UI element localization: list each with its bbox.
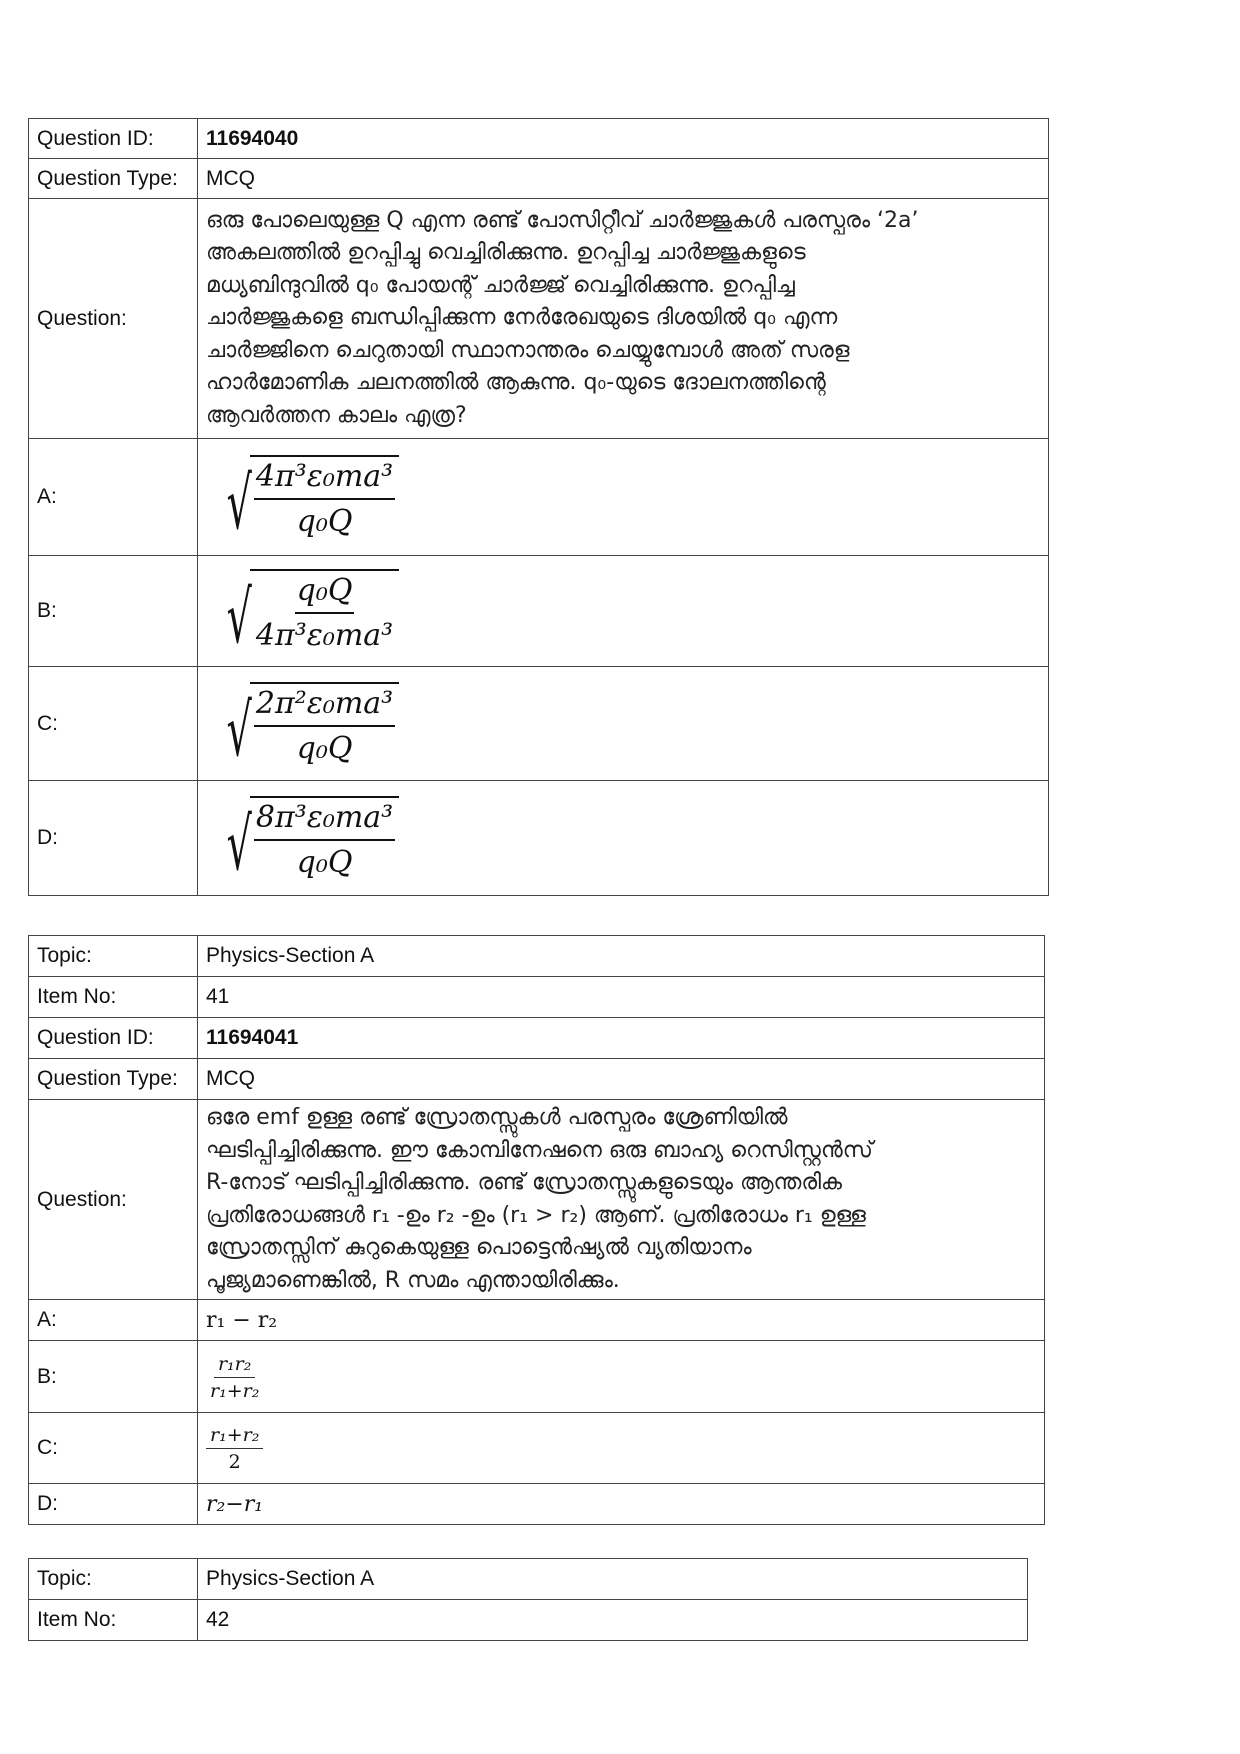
sqrt-icon: √ — [226, 461, 252, 545]
sqrt-icon: √ — [226, 687, 252, 772]
question-id-label: Question ID: — [29, 119, 198, 159]
question-id-label: Question ID: — [29, 1018, 198, 1059]
option-d-label: D: — [29, 1484, 198, 1525]
option-b-formula: $\frac{\text{r₁r₂}}{\text{r₁+r₂}}$ — [198, 1341, 1045, 1413]
option-d-label: D: — [29, 781, 198, 896]
question-text: ഒരു പോലെയുള്ള Q എന്ന രണ്ട് പോസിറ്റീവ് ചാർജ്ജുകൾ പരസ്പരം ‘2a’ അകലത്തിൽ ഉറപ്പിച്ചു വെച്ചിരിക്കുന്നു. ഉറപ്പിച്ച ചാർജ്ജുകളുടെ മധ്യബിന്ദുവിൽ q₀ പോയന്റ് ചാർജ്ജ് വെച്ചിരിക്കുന്നു. ഉറപ്പിച്ച ചാർജ്ജുകളെ ബന്ധിപ്പിക്കുന്ന നേർരേഖയുടെ ദിശയിൽ q₀ എന്ന ചാർജ്ജിനെ ചെറുതായി സ്ഥാനാന്തരം ചെയ്യുമ്പോൾ അത് സരള ഹാർമോണിക ചലനത്തിൽ ആകുന്നു. q₀-യുടെ ദോലനത്തിന്റെ ആവർത്തന കാലം എത്ര? — [198, 199, 1049, 439]
question-id-value: 11694041 — [198, 1018, 1045, 1059]
question-type-value: MCQ — [198, 1059, 1045, 1100]
topic-label: Topic: — [29, 936, 198, 977]
item-no-value: 42 — [198, 1600, 1028, 1641]
option-c-label: C: — [29, 1413, 198, 1484]
option-a-label: A: — [29, 1300, 198, 1341]
question-table-1 — [28, 118, 1049, 896]
option-b-label: B: — [29, 556, 198, 667]
question-type-value: MCQ — [198, 159, 1049, 199]
question-label: Question: — [29, 1100, 198, 1300]
option-b-label: B: — [29, 1341, 198, 1413]
topic-label: Topic: — [29, 1559, 198, 1600]
sqrt-icon: √ — [226, 802, 252, 886]
question-table-3 — [28, 1558, 1028, 1641]
question-label: Question: — [29, 199, 198, 439]
sqrt-icon: √ — [226, 575, 252, 659]
option-a-label: A: — [29, 439, 198, 556]
option-b-formula: √ $\frac{\text{q₀Q}}{\text{4π³ε₀ma³}}$ — [198, 556, 1049, 667]
option-c-label: C: — [29, 667, 198, 781]
item-no-label: Item No: — [29, 1600, 198, 1641]
topic-value: Physics-Section A — [198, 1559, 1028, 1600]
question-type-label: Question Type: — [29, 1059, 198, 1100]
option-d-formula: r₂−r₁ — [198, 1484, 1045, 1525]
question-id-value: 11694040 — [198, 119, 1049, 159]
item-no-value: 41 — [198, 977, 1045, 1018]
option-a-formula: r₁ − r₂ — [198, 1300, 1045, 1341]
question-text: ഒരേ emf ഉള്ള രണ്ട് സ്രോതസ്സുകൾ പരസ്പരം ശ്രേണിയിൽ ഘടിപ്പിച്ചിരിക്കുന്നു. ഈ കോമ്പിനേഷനെ ഒരു ബാഹ്യ റെസിസ്റ്റൻസ് R-നോട് ഘടിപ്പിച്ചിരിക്കുന്നു. രണ്ട് സ്രോതസ്സുകളുടെയും ആന്തരിക പ്രതിരോധങ്ങൾ r₁ -ഉം r₂ -ഉം (r₁ > r₂) ആണ്. പ്രതിരോധം r₁ ഉള്ള സ്രോതസ്സിന് കുറുകെയുള്ള പൊട്ടെൻഷ്യൽ വ്യതിയാനം പൂജ്യമാണെങ്കിൽ, R സമം എന്തായിരിക്കും. — [198, 1100, 1045, 1300]
question-type-label: Question Type: — [29, 159, 198, 199]
item-no-label: Item No: — [29, 977, 198, 1018]
option-a-formula: √ $\frac{\text{4π³ε₀ma³}}{\text{q₀Q}}$ — [198, 439, 1049, 556]
question-table-2 — [28, 935, 1045, 1525]
topic-value: Physics-Section A — [198, 936, 1045, 977]
option-d-formula: √ $\frac{\text{8π³ε₀ma³}}{\text{q₀Q}}$ — [198, 781, 1049, 896]
option-c-formula: √ $\frac{\text{2π²ε₀ma³}}{\text{q₀Q}}$ — [198, 667, 1049, 781]
option-c-formula: $\frac{\text{r₁+r₂}}{2}$ — [198, 1413, 1045, 1484]
